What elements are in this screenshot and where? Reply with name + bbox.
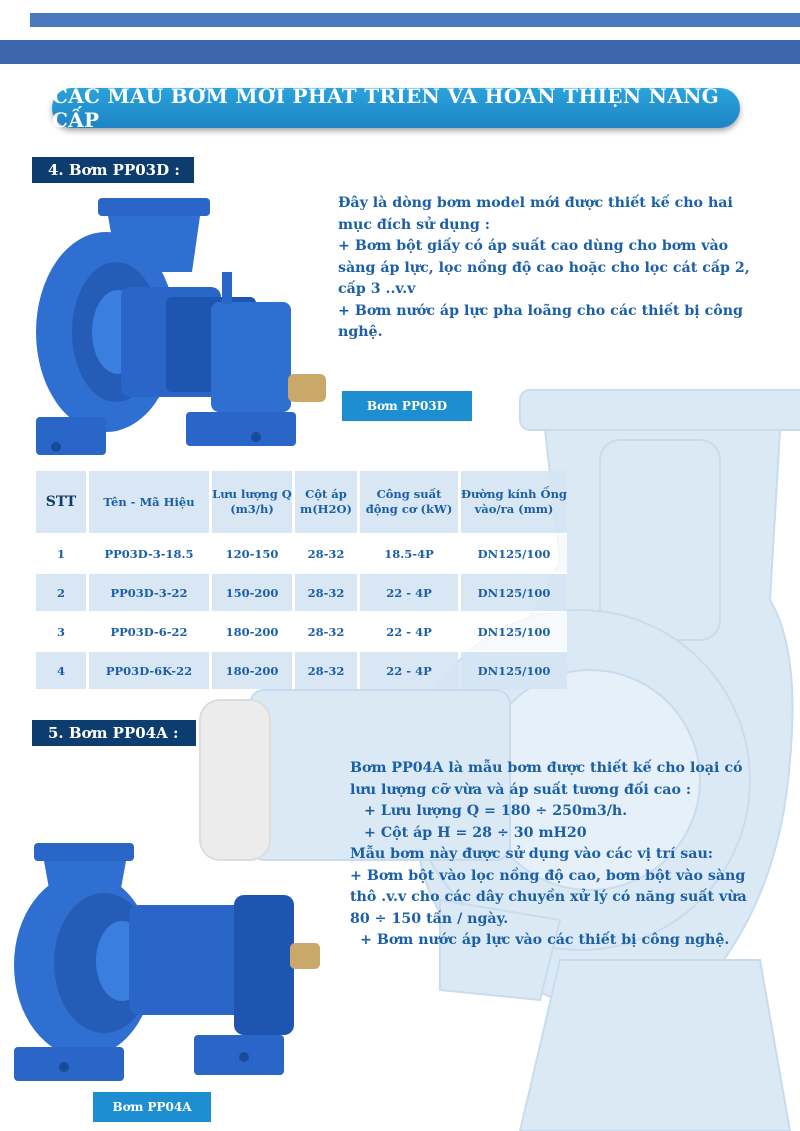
cell: PP03D-6-22 [89, 611, 209, 650]
desc5-line: + Lưu lượng Q = 180 ÷ 250m3/h. [364, 803, 628, 819]
desc5-line: + Bơm bột vào lọc nồng độ cao, bơm bột vào sàng [350, 867, 746, 884]
page-headline: CÁC MẪU BƠM MỚI PHÁT TRIỂN VÀ HOÀN THIỆN NÂNG CẤP [52, 88, 740, 128]
cell: DN125/100 [461, 572, 567, 611]
cell: DN125/100 [461, 650, 567, 689]
desc4-line: sàng áp lực, lọc nồng độ cao hoặc cho lọc cát cấp 2, [338, 259, 750, 276]
section-5-label: 5. Bơm PP04A : [32, 720, 196, 746]
cell: 4 [36, 650, 86, 689]
desc5-line: Bơm PP04A là mẫu bơm được thiết kế cho loại có [350, 760, 743, 776]
section-5-description [350, 758, 770, 952]
col-header-head: Cột áp m(H2O) [295, 471, 357, 533]
desc5-line: thô .v.v cho các dây chuyền xử lý có năng suất vừa [350, 889, 747, 905]
desc5-line: 80 ÷ 150 tấn / ngày. [350, 910, 509, 927]
desc5-line: Mẫu bơm này được sử dụng vào các vị trí sau: [350, 846, 714, 862]
cell: 22 - 4P [360, 611, 458, 650]
pump-pp03d-image [26, 192, 336, 462]
spec-table [33, 471, 570, 689]
desc5-line: + Cột áp H = 28 ÷ 30 mH20 [364, 824, 587, 841]
cell: 28-32 [295, 572, 357, 611]
desc4-line: + Bơm bột giấy có áp suất cao dùng cho bơm vào [338, 238, 729, 254]
cell: 180-200 [212, 611, 292, 650]
pp04a-caption: Bơm PP04A [93, 1092, 211, 1122]
cell: 22 - 4P [360, 650, 458, 689]
cell: 28-32 [295, 611, 357, 650]
col-header-power: Công suất động cơ (kW) [360, 471, 458, 533]
col-header-stt: STT [36, 471, 86, 533]
desc5-line: lưu lượng cỡ vừa và áp suất tương đối cao : [350, 781, 692, 798]
table-row [36, 533, 567, 572]
table-row [36, 572, 567, 611]
pump-pp04a-image [4, 835, 324, 1095]
desc4-line: cấp 3 ..v.v [338, 281, 416, 297]
table-row [36, 611, 567, 650]
cell: 18.5-4P [360, 533, 458, 572]
col-header-diameter: Đường kính Ống vào/ra (mm) [461, 471, 567, 533]
pp03d-caption: Bơm PP03D [342, 391, 472, 421]
cell: 120-150 [212, 533, 292, 572]
cell: 150-200 [212, 572, 292, 611]
cell: PP03D-3-22 [89, 572, 209, 611]
cell: 22 - 4P [360, 572, 458, 611]
desc4-line: + Bơm nước áp lực pha loãng cho các thiết bị công [338, 302, 743, 319]
desc4-line: mục đích sử dụng : [338, 216, 490, 233]
section-4-label: 4. Bơm PP03D : [32, 157, 194, 183]
cell: 180-200 [212, 650, 292, 689]
cell: 2 [36, 572, 86, 611]
cell: 1 [36, 533, 86, 572]
desc4-line: nghệ. [338, 324, 383, 340]
desc5-line: + Bơm nước áp lực vào các thiết bị công nghệ. [360, 932, 730, 948]
col-header-flow: Lưu lượng Q (m3/h) [212, 471, 292, 533]
table-header-row [36, 471, 567, 533]
cell: 3 [36, 611, 86, 650]
table-row [36, 650, 567, 689]
cell: 28-32 [295, 650, 357, 689]
col-header-name: Tên - Mã Hiệu [89, 471, 209, 533]
cell: 28-32 [295, 533, 357, 572]
cell: DN125/100 [461, 611, 567, 650]
section-4-description [338, 193, 758, 344]
cell: PP03D-3-18.5 [89, 533, 209, 572]
cell: DN125/100 [461, 533, 567, 572]
cell: PP03D-6K-22 [89, 650, 209, 689]
desc4-line: Đây là dòng bơm model mới được thiết kế cho hai [338, 195, 733, 211]
